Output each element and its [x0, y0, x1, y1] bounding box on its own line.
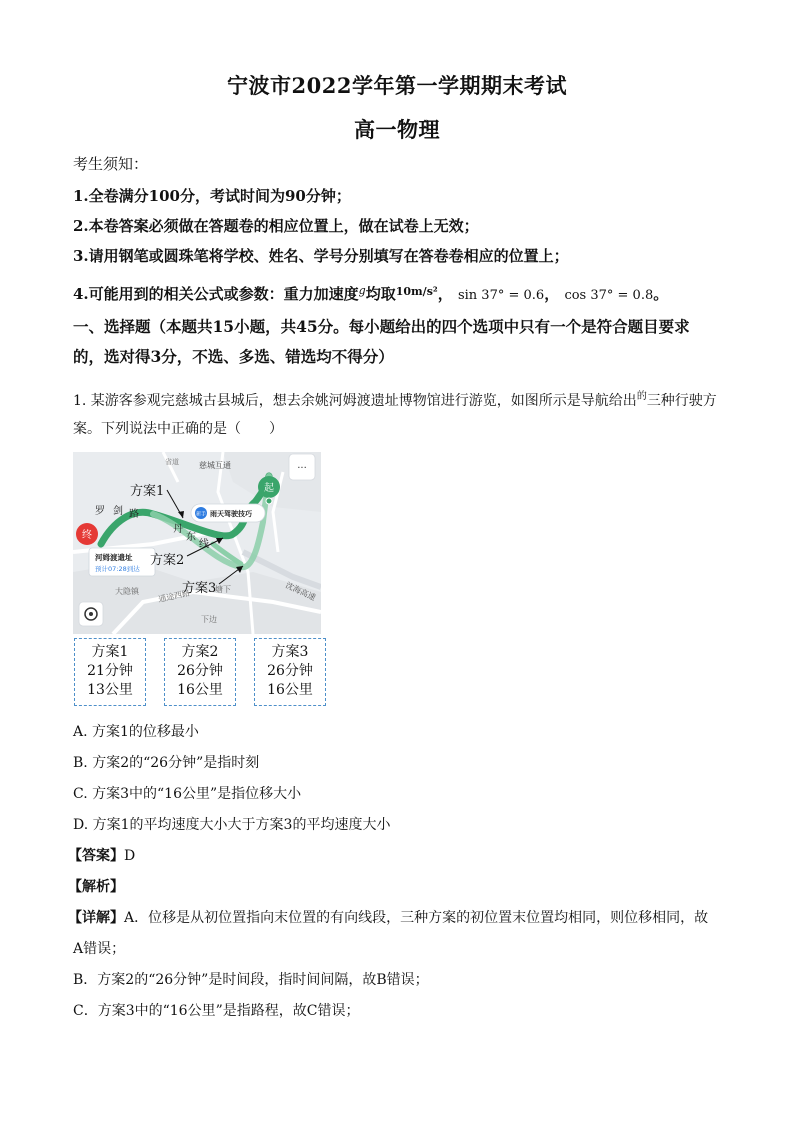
- plan-2-time: 26分钟: [177, 663, 223, 679]
- gravity-value: 10m/s²: [395, 285, 438, 298]
- map-tip-text: 雨天驾驶技巧: [210, 510, 252, 518]
- plan-1-time: 21分钟: [87, 663, 133, 679]
- detail-label: 【详解】: [68, 910, 124, 926]
- plan-2-name: 方案2: [181, 644, 219, 660]
- plan-card-2: [164, 638, 236, 706]
- answer-value: D: [124, 848, 136, 864]
- notice-item-4: [73, 281, 723, 306]
- cos-value: cos 37° = 0.8: [564, 288, 654, 303]
- detail-a-line-2: A错误；: [73, 941, 126, 957]
- map-more-icon: ···: [297, 463, 307, 474]
- map-tongtu: 通途西路: [157, 588, 191, 604]
- map-plan1-label: 方案1: [130, 484, 165, 499]
- notice-item-1: 1.全卷满分100分，考试时间为90分钟；: [73, 187, 351, 205]
- answer-line: [68, 846, 135, 866]
- detail-a-text: A．位移是从初位置指向末位置的有向线段，三种方案的初位置末位置均相同，则位移相同，故: [124, 910, 709, 926]
- map-eta: 预计07:28到达: [95, 565, 140, 573]
- map-provincial-road: 省道: [165, 458, 179, 466]
- option-a: A. 方案1的位移最小: [73, 724, 199, 740]
- map-dayinzhen: 大隐镇: [115, 587, 139, 596]
- map-plan3-label: 方案3: [182, 581, 217, 596]
- map-tip-badge: 新手: [195, 511, 207, 518]
- question-1-text-b: 三种行驶方: [646, 393, 717, 409]
- notice-item-4-sep1: ，: [437, 285, 453, 303]
- option-c: C. 方案3中的“16公里”是指位移大小: [73, 786, 302, 802]
- map-road-dan: 丹: [173, 524, 183, 535]
- detail-a-line-1: [68, 908, 708, 928]
- question-1-text-small: 的: [636, 391, 647, 402]
- section-heading-line-1: 一、选择题（本题共15小题，共45分。每小题给出的四个选项中只有一个是符合题目要求: [73, 317, 690, 336]
- map-xiabian: 下边: [201, 615, 217, 624]
- notice-item-2: 2.本卷答案必须做在答题卷的相应位置上，做在试卷上无效；: [73, 217, 479, 235]
- option-d: D. 方案1的平均速度大小大于方案3的平均速度大小: [73, 817, 391, 833]
- navigation-map: [73, 452, 321, 634]
- plan-card-3: [254, 638, 326, 706]
- detail-b: B．方案2的“26分钟”是时间段，指时间间隔，故B错误；: [73, 972, 429, 988]
- map-start-label: 起: [264, 483, 274, 494]
- plan-2-distance: 16公里: [177, 682, 223, 698]
- map-road-lu: 路: [129, 509, 139, 520]
- plan-3-name: 方案3: [271, 644, 309, 660]
- analysis-label: 【解析】: [68, 879, 124, 895]
- plan-1-distance: 13公里: [87, 682, 133, 698]
- detail-c: C．方案3中的“16公里”是指路程，故C错误；: [73, 1003, 360, 1019]
- question-1-line-2: 案。下列说法中正确的是（ ）: [73, 421, 283, 437]
- answer-label: 【答案】: [68, 848, 124, 864]
- question-1-text-a: 1. 某游客参观完慈城古县城后，想去余姚河姆渡遗址博物馆进行游览，如图所示是导航给出: [73, 393, 637, 409]
- section-heading-line-2: 的，选对得3分，不选、多选、错选均不得分）: [73, 347, 394, 366]
- question-1-line-1: [73, 382, 728, 416]
- plan-card-1: [74, 638, 146, 706]
- notice-item-4-mid: 均取: [365, 285, 396, 303]
- map-destination: 河姆渡遗址: [95, 553, 133, 562]
- map-end-label: 终: [82, 530, 92, 541]
- notice-item-4-prefix: 4.可能用到的相关公式或参数：重力加速度: [73, 285, 359, 303]
- map-road-xian: 线: [199, 539, 209, 550]
- exam-subtitle: 高一物理: [354, 117, 440, 142]
- map-plan2-label: 方案2: [150, 553, 185, 568]
- plan-3-time: 26分钟: [267, 663, 313, 679]
- notice-item-3: 3.请用钢笔或圆珠笔将学校、姓名、学号分别填写在答卷卷相应的位置上；: [73, 247, 569, 265]
- map-cicheng: 慈城互通: [199, 461, 231, 470]
- plan-1-name: 方案1: [91, 644, 129, 660]
- sin-value: sin 37° = 0.6: [457, 288, 545, 303]
- exam-title: 宁波市2022学年第一学期期末考试: [227, 73, 567, 98]
- notice-item-4-end: 。: [653, 285, 669, 303]
- map-road-dong: 东: [186, 532, 196, 543]
- map-road-luo: 罗: [95, 506, 105, 517]
- map-road-jian: 剑: [113, 506, 123, 517]
- notice-item-4-sep2: ，: [544, 285, 560, 303]
- map-tangxia: 塘下: [215, 585, 231, 594]
- option-b: B. 方案2的“26分钟”是指时刻: [73, 755, 260, 771]
- map-shenhai: 沈海高速: [284, 580, 317, 603]
- plan-3-distance: 16公里: [267, 682, 313, 698]
- gravity-symbol: g: [358, 284, 366, 297]
- notice-heading: 考生须知：: [73, 155, 149, 173]
